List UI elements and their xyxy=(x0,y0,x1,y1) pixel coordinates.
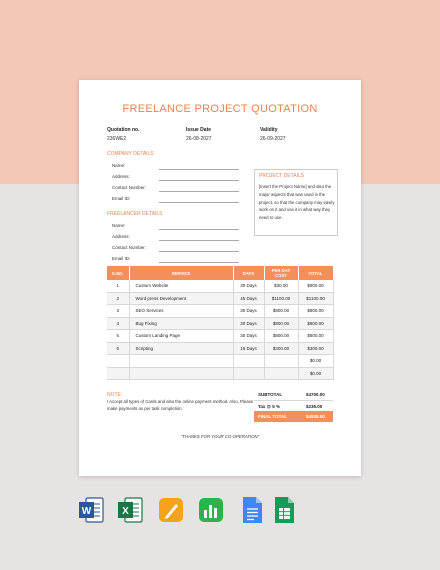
subtotal-label: SUBTOTAL xyxy=(258,392,283,397)
row-service: Bug Fixing xyxy=(129,317,233,330)
company-contact-label: Contact Number: xyxy=(112,185,147,190)
row-days xyxy=(233,367,264,380)
row-total: $0.00 xyxy=(298,355,333,368)
row-sno: 4 xyxy=(107,317,129,330)
row-days: 45 Days xyxy=(233,292,264,305)
svg-text:X: X xyxy=(122,506,129,517)
freelancer-contact-label: Contact Number: xyxy=(112,245,147,250)
row-total: $1100.00 xyxy=(298,292,333,305)
row-service: Word press Development xyxy=(129,292,233,305)
col-header-service: SERVICE xyxy=(129,266,233,280)
row-sno: 2 xyxy=(107,292,129,305)
subtotal-value: $4700.00 xyxy=(306,392,325,397)
row-days xyxy=(233,355,264,368)
row-sno: 3 xyxy=(107,305,129,318)
subtotal-row xyxy=(254,389,333,400)
company-address-label: Address: xyxy=(112,174,130,179)
freelancer-details-heading: FREELANCER DETAILS xyxy=(107,211,163,217)
table-row xyxy=(107,280,333,292)
row-days: 30 Days xyxy=(233,317,264,330)
table-row xyxy=(107,305,333,318)
row-per-day-cost: $800.00 xyxy=(264,317,298,330)
pages-icon[interactable] xyxy=(158,495,184,525)
numbers-icon[interactable] xyxy=(198,495,224,525)
quotation-document xyxy=(79,80,361,476)
row-service xyxy=(129,355,233,368)
google-sheets-icon[interactable] xyxy=(271,495,297,525)
table-row xyxy=(107,367,333,380)
row-service xyxy=(129,367,233,380)
word-icon[interactable] xyxy=(78,495,104,525)
validity-value: 26-09-2027 xyxy=(260,136,286,142)
row-per-day-cost xyxy=(264,355,298,368)
final-total-row xyxy=(254,411,333,422)
row-sno xyxy=(107,355,129,368)
col-header-sno: S.NO. xyxy=(107,266,129,280)
row-sno: 6 xyxy=(107,342,129,355)
issue-date-label: Issue Date xyxy=(186,127,212,133)
services-table xyxy=(107,266,334,380)
svg-text:W: W xyxy=(81,506,92,517)
col-header-per-day-cost: PER DAY COST xyxy=(264,266,298,280)
row-total: $300.00 xyxy=(298,342,333,355)
row-per-day-cost: $800.00 xyxy=(264,305,298,318)
validity-label: Validity xyxy=(260,127,278,133)
table-row xyxy=(107,355,333,368)
row-days: 30 Days xyxy=(233,305,264,318)
row-per-day-cost: $800.00 xyxy=(264,330,298,343)
excel-icon[interactable] xyxy=(117,495,143,525)
company-name-field[interactable] xyxy=(159,169,239,170)
row-service: Custom Landing Page xyxy=(129,330,233,343)
freelancer-contact-field[interactable] xyxy=(159,251,239,252)
row-service: Scripting xyxy=(129,342,233,355)
freelancer-address-field[interactable] xyxy=(159,240,239,241)
row-total: $800.00 xyxy=(298,330,333,343)
project-details-text: [Insert the Project Name] and also the major aspects that was used in the project, so that the company may easily work on it and use it in what way they need to use. xyxy=(259,184,335,221)
row-per-day-cost: $300.00 xyxy=(264,342,298,355)
row-total: $800.00 xyxy=(298,305,333,318)
google-docs-icon[interactable] xyxy=(239,495,265,525)
tax-value: $235.00 xyxy=(306,404,323,409)
thanks-message: "THANKS FOR YOUR CO-OPERATION" xyxy=(180,434,260,439)
company-details-heading: COMPANY DETAILS xyxy=(107,151,154,157)
freelancer-name-field[interactable] xyxy=(159,229,239,230)
issue-date-value: 26-08-2027 xyxy=(186,136,212,142)
final-total-label: FINAL TOTAL xyxy=(258,414,287,419)
row-days: 30 Days xyxy=(233,330,264,343)
row-service: SEO Services xyxy=(129,305,233,318)
freelancer-address-label: Address: xyxy=(112,234,130,239)
final-total-value: $4935.00 xyxy=(306,414,325,419)
col-header-days: DAYS xyxy=(233,266,264,280)
project-details-box xyxy=(254,169,338,236)
row-sno xyxy=(107,367,129,380)
freelancer-email-label: Email ID: xyxy=(112,256,131,261)
company-name-label: Name: xyxy=(112,163,126,168)
table-row xyxy=(107,330,333,343)
company-email-field[interactable] xyxy=(159,202,239,203)
row-per-day-cost xyxy=(264,367,298,380)
document-title: FREELANCE PROJECT QUOTATION xyxy=(122,103,318,115)
row-per-day-cost: $30.00 xyxy=(264,280,298,292)
freelancer-email-field[interactable] xyxy=(159,262,239,263)
row-total: $800.00 xyxy=(298,317,333,330)
tax-label: Tax @ 5 % xyxy=(258,404,281,409)
table-header-row xyxy=(107,266,333,280)
row-total: $900.00 xyxy=(298,280,333,292)
table-row xyxy=(107,317,333,330)
row-per-day-cost: $1100.00 xyxy=(264,292,298,305)
project-details-heading: PROJECT DETAILS xyxy=(259,173,305,179)
row-days: 15 Days xyxy=(233,342,264,355)
app-icons-row xyxy=(0,495,440,531)
quotation-no-value: 236WE2 xyxy=(107,136,127,142)
row-days: 30 Days xyxy=(233,280,264,292)
quotation-no-label: Quotation no. xyxy=(107,127,140,133)
col-header-total: TOTAL xyxy=(298,266,333,280)
row-sno: 5 xyxy=(107,330,129,343)
table-row xyxy=(107,342,333,355)
row-sno: 1 xyxy=(107,280,129,292)
note-text: I Accept all types of Cards and also the online payment method. Also, Please make payments as per task completion. xyxy=(107,399,254,411)
table-row xyxy=(107,292,333,305)
row-total: $0.00 xyxy=(298,367,333,380)
freelancer-name-label: Name: xyxy=(112,223,126,228)
row-service: Custom Website xyxy=(129,280,233,292)
company-contact-field[interactable] xyxy=(159,191,239,192)
company-email-label: Email ID: xyxy=(112,196,131,201)
note-heading: NOTE: xyxy=(107,392,123,398)
company-address-field[interactable] xyxy=(159,180,239,181)
